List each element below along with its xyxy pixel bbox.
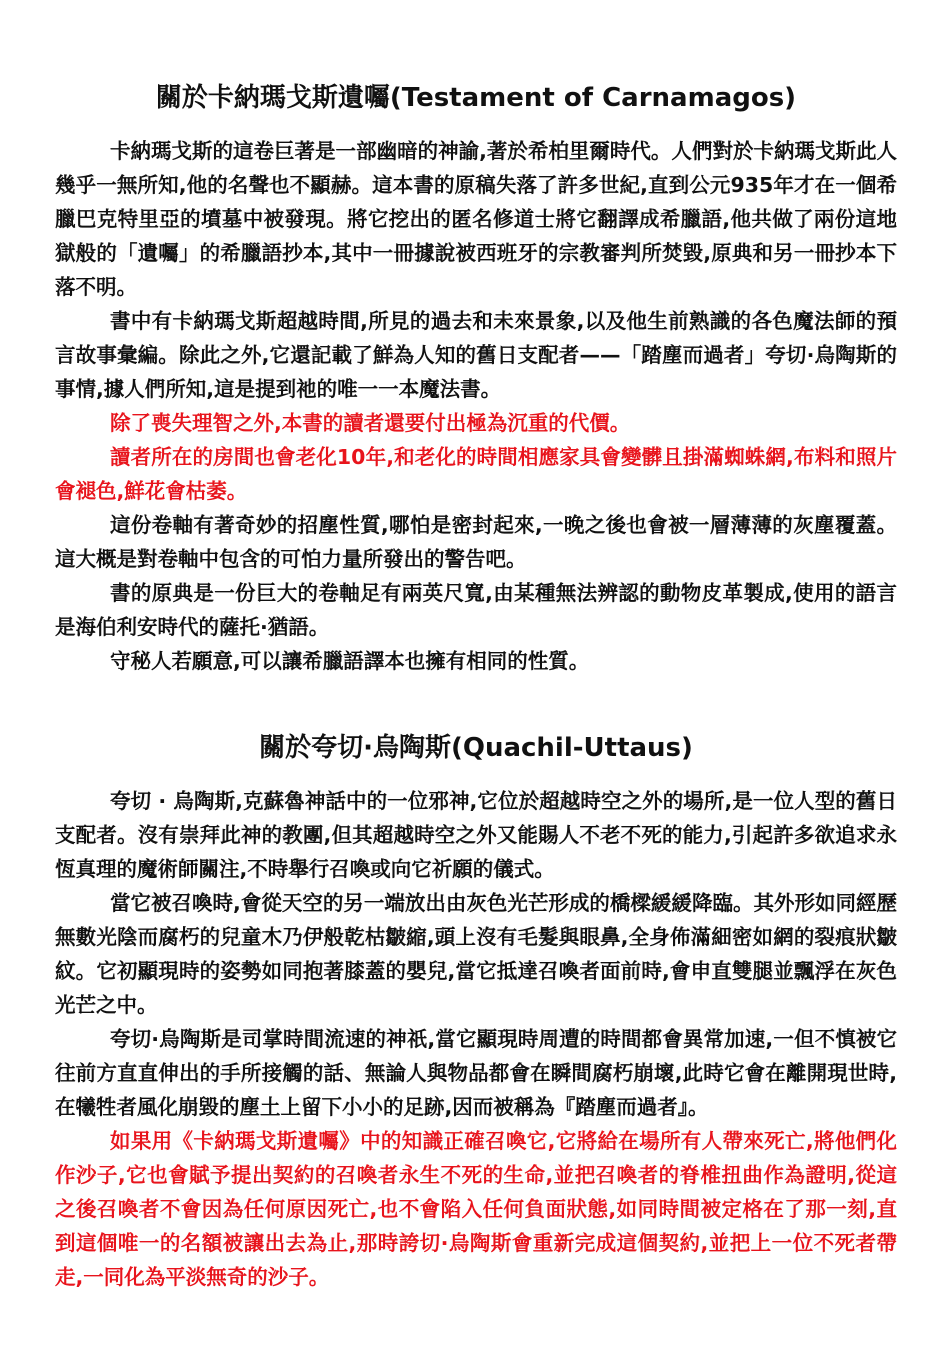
paragraph: 守秘人若願意,可以讓希臘語譯本也擁有相同的性質。 [110, 649, 590, 673]
paragraph-highlight: 如果用《卡納瑪戈斯遺囑》中的知識正確召喚它,它將給在場所有人帶來死亡,將他們化作沙子,它也會賦予提出契約的召喚者永生不死的生命,並把召喚者的脊椎扭曲作為證明,從這之後召喚者不會因為任何原因死亡,也不會陷入任何負面狀態,如同時間被定格在了那一刻,直到這個唯一的名額被讓出去為止,那時誇切·烏陶斯會重新完成這個契約,並把上一位不死者帶走,一同化為平淡無奇的沙子。 [55, 1129, 897, 1289]
paragraph: 書的原典是一份巨大的卷軸足有兩英尺寬,由某種無法辨認的動物皮革製成,使用的語言是海伯利安時代的薩托·猶語。 [55, 581, 897, 639]
document-page [55, 78, 897, 1294]
paragraph-highlight: 除了喪失理智之外,本書的讀者還要付出極為沉重的代價。 [110, 411, 631, 435]
section-title: 關於夸切·烏陶斯(Quachil-Uttaus) [259, 733, 693, 763]
section-quachil-uttaus [55, 728, 897, 1294]
paragraph: 夸切·烏陶斯是司掌時間流速的神祇,當它顯現時周遭的時間都會異常加速,一但不慎被它往前方直直伸出的手所接觸的話、無論人與物品都會在瞬間腐朽崩壞,此時它會在離開現世時,在犧牲者風化崩毀的塵土上留下小小的足跡,因而被稱為『踏塵而過者』。 [55, 1027, 897, 1119]
section-title: 關於卡納瑪戈斯遺囑(Testament of Carnamagos) [155, 83, 797, 113]
paragraph: 夸切 · 烏陶斯,克蘇魯神話中的一位邪神,它位於超越時空之外的場所,是一位人型的舊日支配者。沒有崇拜此神的教團,但其超越時空之外又能賜人不老不死的能力,引起許多欲追求永恆真理的魔術師關注,不時舉行召喚或向它祈願的儀式。 [55, 789, 897, 881]
paragraph-highlight: 讀者所在的房間也會老化10年,和老化的時間相應家具會變髒且掛滿蜘蛛網,布料和照片會褪色,鮮花會枯萎。 [55, 445, 897, 503]
paragraph: 書中有卡納瑪戈斯超越時間,所見的過去和未來景象,以及他生前熟識的各色魔法師的預言故事彙編。除此之外,它還記載了鮮為人知的舊日支配者——「踏塵而過者」夸切·烏陶斯的事情,據人們所知,這是提到祂的唯一一本魔法書。 [55, 309, 897, 401]
paragraph: 當它被召喚時,會從天空的另一端放出由灰色光芒形成的橋樑緩緩降臨。其外形如同經歷無數光陰而腐朽的兒童木乃伊般乾枯皺縮,頭上沒有毛髮與眼鼻,全身佈滿細密如網的裂痕狀皺紋。它初顯現時的姿勢如同抱著膝蓋的嬰兒,當它抵達召喚者面前時,會申直雙腿並飄浮在灰色光芒之中。 [55, 891, 897, 1017]
paragraph: 這份卷軸有著奇妙的招塵性質,哪怕是密封起來,一晚之後也會被一層薄薄的灰塵覆蓋。這大概是對卷軸中包含的可怕力量所發出的警告吧。 [55, 513, 897, 571]
section-testament [55, 78, 897, 678]
paragraph: 卡納瑪戈斯的這卷巨著是一部幽暗的神諭,著於希柏里爾時代。人們對於卡納瑪戈斯此人幾乎一無所知,他的名聲也不顯赫。這本書的原稿失落了許多世紀,直到公元935年才在一個希臘巴克特里亞的墳墓中被發現。將它挖出的匿名修道士將它翻譯成希臘語,他共做了兩份這地獄般的「遺囑」的希臘語抄本,其中一冊據說被西班牙的宗教審判所焚毀,原典和另一冊抄本下落不明。 [55, 139, 897, 299]
